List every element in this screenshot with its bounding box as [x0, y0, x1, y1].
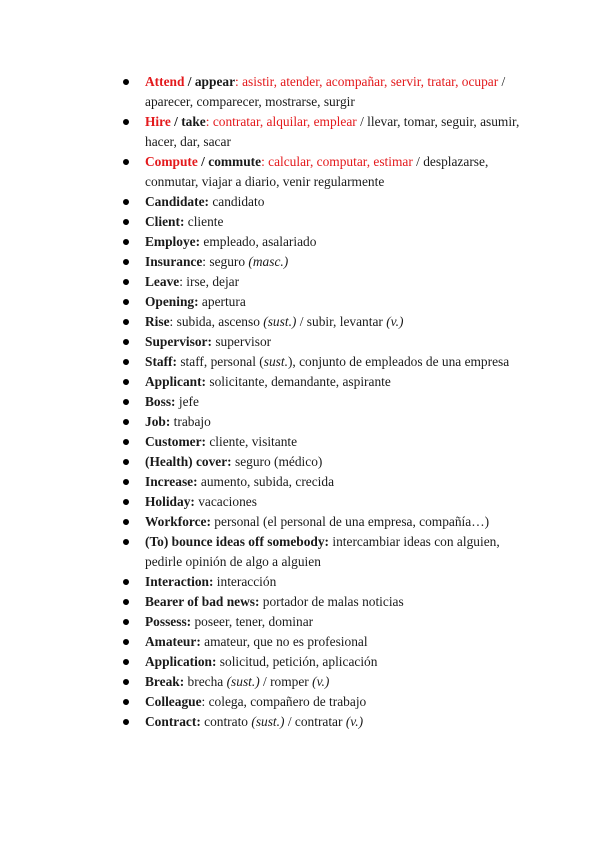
definition-text: / desplazarse, conmutar, viajar a diario, venir regularmente [145, 154, 489, 189]
term-text: Staff: [145, 354, 177, 369]
list-item [145, 252, 525, 272]
list-item [145, 192, 525, 212]
grammar-note: sust. [263, 354, 288, 369]
definition-text: / contratar [284, 714, 346, 729]
vocabulary-list [145, 72, 525, 732]
definition-text: : subida, ascenso [169, 314, 264, 329]
definition-text: poseer, tener, dominar [191, 614, 314, 629]
list-item [145, 292, 525, 312]
term-text: Workforce: [145, 514, 211, 529]
term-text: take [181, 114, 206, 129]
definition-text: solicitud, petición, aplicación [216, 654, 378, 669]
definition-text: brecha [184, 674, 227, 689]
definition-text: : contratar, alquilar, emplear [205, 114, 357, 129]
term-text: / [184, 74, 195, 89]
definition-text: portador de malas noticias [259, 594, 404, 609]
list-item [145, 212, 525, 232]
list-item [145, 392, 525, 412]
term-text: appear [194, 74, 236, 89]
term-text: Hire [145, 114, 171, 129]
grammar-note: (sust.) [251, 714, 285, 729]
definition-text: intercambiar ideas con alguien, pedirle opinión de algo a alguien [145, 534, 500, 569]
definition-text: : asistir, atender, acompañar, servir, tratar, ocupar [235, 74, 499, 89]
list-item [145, 592, 525, 612]
grammar-note: (masc.) [248, 254, 289, 269]
definition-text: trabajo [170, 414, 211, 429]
definition-text: jefe [175, 394, 199, 409]
grammar-note: (sust.) [263, 314, 297, 329]
definition-text: vacaciones [194, 494, 257, 509]
definition-text: : colega, compañero de trabajo [201, 694, 367, 709]
list-item [145, 312, 525, 332]
list-item [145, 632, 525, 652]
term-text: / [197, 154, 209, 169]
definition-text: : irse, dejar [179, 274, 240, 289]
definition-text: amateur, que no es profesional [200, 634, 368, 649]
definition-text: aumento, subida, crecida [197, 474, 335, 489]
list-item [145, 672, 525, 692]
definition-text: / llevar, tomar, seguir, asumir, hacer, dar, sacar [145, 114, 520, 149]
term-text: Customer: [145, 434, 206, 449]
list-item [145, 572, 525, 592]
grammar-note: (sust.) [226, 674, 260, 689]
list-item [145, 332, 525, 352]
list-item [145, 232, 525, 252]
term-text: Boss: [145, 394, 176, 409]
term-text: Contract: [145, 714, 201, 729]
term-text: Interaction: [145, 574, 214, 589]
definition-text: solicitante, demandante, aspirante [206, 374, 391, 389]
definition-text: / romper [259, 674, 313, 689]
term-text: Amateur: [145, 634, 201, 649]
term-text: Job: [145, 414, 171, 429]
term-text: Application: [145, 654, 217, 669]
term-text: Supervisor: [145, 334, 212, 349]
definition-text: supervisor [211, 334, 272, 349]
list-item [145, 612, 525, 632]
definition-text: cliente, visitante [205, 434, 298, 449]
list-item [145, 452, 525, 472]
definition-text: / subir, levantar [296, 314, 387, 329]
term-text: Candidate: [145, 194, 209, 209]
definition-text: personal (el personal de una empresa, compañía…) [210, 514, 490, 529]
term-text: Attend [145, 74, 185, 89]
list-item [145, 412, 525, 432]
term-text: Increase: [145, 474, 198, 489]
list-item [145, 532, 525, 572]
definition-text: apertura [198, 294, 246, 309]
term-text: Opening: [145, 294, 199, 309]
term-text: Possess: [145, 614, 192, 629]
list-item [145, 72, 525, 112]
grammar-note: (v.) [345, 714, 364, 729]
list-item [145, 512, 525, 532]
list-item [145, 352, 525, 372]
definition-text: : seguro [202, 254, 249, 269]
term-text: / [170, 114, 182, 129]
definition-text: cliente [184, 214, 224, 229]
list-item [145, 492, 525, 512]
term-text: (To) bounce ideas off somebody: [145, 534, 330, 549]
term-text: Break: [145, 674, 185, 689]
term-text: Rise [145, 314, 170, 329]
term-text: (Health) cover: [145, 454, 232, 469]
definition-text: / aparecer, comparecer, mostrarse, surgir [145, 74, 506, 109]
term-text: Leave [145, 274, 180, 289]
term-text: commute [208, 154, 262, 169]
list-item [145, 152, 525, 192]
list-item [145, 112, 525, 152]
definition-text: seguro (médico) [231, 454, 323, 469]
term-text: Insurance [145, 254, 203, 269]
definition-text: staff, personal ( [176, 354, 264, 369]
term-text: Compute [145, 154, 198, 169]
grammar-note: (v.) [386, 314, 404, 329]
list-item [145, 472, 525, 492]
definition-text: interacción [213, 574, 277, 589]
term-text: Bearer of bad news: [145, 594, 260, 609]
list-item [145, 432, 525, 452]
term-text: Client: [145, 214, 185, 229]
term-text: Colleague [145, 694, 202, 709]
list-item [145, 692, 525, 712]
definition-text: : calcular, computar, estimar [261, 154, 413, 169]
list-item [145, 372, 525, 392]
definition-text: empleado, asalariado [200, 234, 317, 249]
grammar-note: (v.) [312, 674, 330, 689]
definition-text: candidato [209, 194, 265, 209]
term-text: Applicant: [145, 374, 207, 389]
term-text: Employe: [145, 234, 201, 249]
list-item [145, 652, 525, 672]
term-text: Holiday: [145, 494, 195, 509]
definition-text: contrato [200, 714, 252, 729]
list-item [145, 272, 525, 292]
list-item [145, 712, 525, 732]
definition-text: ), conjunto de empleados de una empresa [287, 354, 510, 369]
